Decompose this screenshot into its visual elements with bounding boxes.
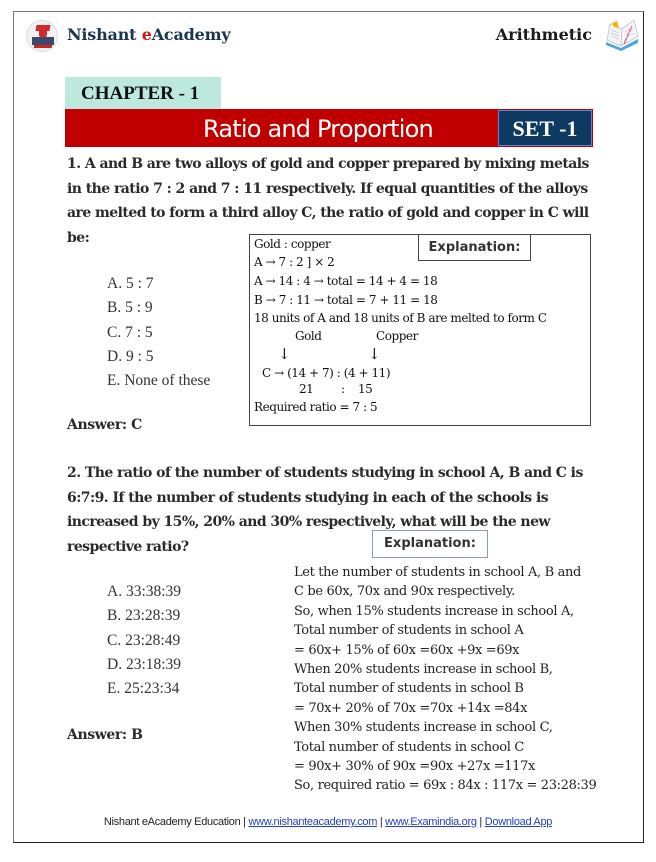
question-2-explanation-label: Explanation:: [372, 530, 488, 558]
explanation-line: Required ratio = 7 : 5: [254, 400, 378, 414]
set-badge: SET -1: [498, 110, 592, 146]
explanation-line: Total number of students in school C: [294, 739, 524, 755]
explanation-line: = 90x+ 30% of 90x =90x +27x =117x: [294, 759, 536, 775]
option: C. 7 : 5: [107, 323, 153, 341]
question-1-options: [107, 272, 210, 393]
chapter-title: Ratio and Proportion: [203, 115, 433, 143]
explanation-line: When 20% students increase in school B,: [294, 662, 553, 678]
down-arrow-icon: ↓: [368, 345, 381, 363]
explanation-line: = 70x+ 20% of 70x =70x +14x =84x: [294, 700, 528, 716]
question-1-explanation-box: [249, 234, 591, 426]
explanation-line: Total number of students in school B: [294, 681, 524, 697]
explanation-line: 21: [299, 382, 314, 396]
footer-link-nishanteacademy[interactable]: www.nishanteacademy.com: [248, 816, 378, 828]
academy-logo-icon: [26, 20, 58, 52]
question-2-answer: Answer: B: [67, 727, 143, 743]
explanation-line: 15: [358, 382, 373, 396]
question-1-text: 1. A and B are two alloys of gold and copper prepared by mixing metals in the ratio 7 : 2 and 7 : 11 respectively. If equal quantities of the alloys are melted to form a third alloy C, the ratio of gold and copper in C will be:: [67, 156, 589, 246]
footer-org: Nishant eAcademy Education |: [103, 816, 249, 828]
explanation-line: Gold: [295, 329, 322, 343]
option: E. 25:23:34: [107, 680, 180, 698]
open-book-icon: [604, 18, 640, 52]
question-1-explanation-label: Explanation:: [418, 234, 531, 261]
question-2-text: 2. The ratio of the number of students studying in school A, B and C is 6:7:9. If the number of students studying in each of the schools is increased by 15%, 20% and 30% respectively, what will be the new respective ratio?: [67, 465, 583, 555]
footer: [0, 816, 656, 828]
explanation-line: Total number of students in school A: [294, 623, 524, 639]
question-1-answer: Answer: C: [67, 417, 142, 433]
footer-link-download-app[interactable]: Download App: [484, 816, 553, 828]
question-2-options: [107, 580, 181, 701]
explanation-line: A → 7 : 2 ] × 2: [254, 255, 335, 269]
option: B. 23:28:39: [107, 607, 181, 625]
explanation-line: A → 14 : 4 → total = 14 + 4 = 18: [254, 274, 438, 288]
option: A. 33:38:39: [107, 583, 182, 600]
footer-link-examindia[interactable]: www.Examindia.org: [385, 816, 477, 828]
explanation-line: C be 60x, 70x and 90x respectively.: [294, 584, 515, 600]
footer-separator: |: [377, 816, 386, 828]
brand-name: Nishant eAcademy: [67, 25, 231, 44]
explanation-line: So, when 15% students increase in school A,: [294, 603, 574, 619]
down-arrow-icon: ↓: [278, 345, 291, 363]
explanation-line: :: [341, 382, 345, 396]
question-2-explanation: [294, 563, 596, 796]
option: E. None of these: [107, 372, 211, 390]
explanation-line: Gold : copper: [254, 237, 331, 251]
subject-title: Arithmetic: [495, 25, 592, 44]
option: C. 23:28:49: [107, 631, 181, 649]
explanation-line: Copper: [376, 329, 418, 343]
option: D. 23:18:39: [107, 655, 182, 673]
chapter-label: CHAPTER - 1: [65, 77, 221, 109]
option: A. 5 : 7: [107, 275, 154, 292]
option: D. 9 : 5: [107, 347, 154, 365]
explanation-line: C → (14 + 7) : (4 + 11): [262, 366, 391, 380]
option: B. 5 : 9: [107, 299, 153, 317]
explanation-line: B → 7 : 11 → total = 7 + 11 = 18: [254, 293, 438, 307]
footer-separator: |: [476, 816, 485, 828]
explanation-line: So, required ratio = 69x : 84x : 117x = 23:28:39: [294, 778, 597, 794]
explanation-line: Let the number of students in school A, B and: [294, 565, 581, 580]
explanation-line: = 60x+ 15% of 60x =60x +9x =69x: [294, 642, 520, 658]
explanation-line: 18 units of A and 18 units of B are melted to form C: [254, 311, 547, 325]
explanation-line: When 30% students increase in school C,: [294, 720, 553, 736]
